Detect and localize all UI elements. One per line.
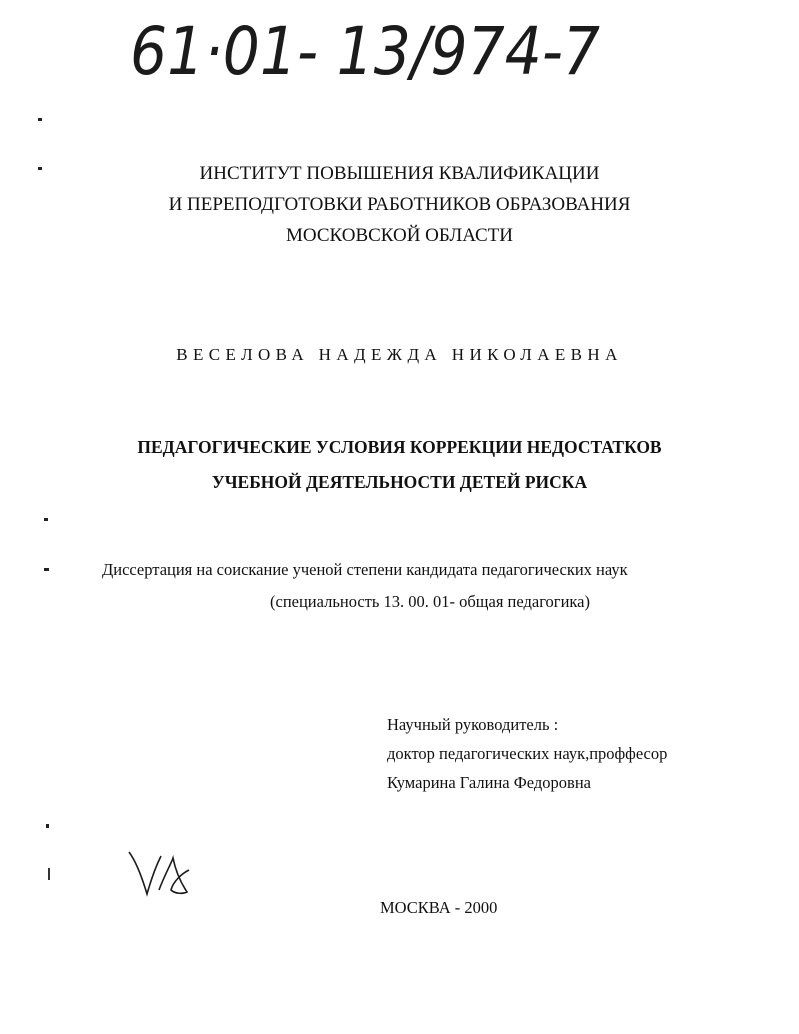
city-year: МОСКВА - 2000 xyxy=(380,898,498,917)
institute-line-1: ИНСТИТУТ ПОВЫШЕНИЯ КВАЛИФИКАЦИИ xyxy=(199,163,600,184)
supervisor-block xyxy=(387,710,667,797)
supervisor-label: Научный руководитель : xyxy=(387,715,559,734)
scan-speck xyxy=(38,118,42,121)
thesis-title xyxy=(0,430,799,500)
handwritten-archive-number xyxy=(130,4,610,114)
supervisor-degree: доктор педагогических наук,проффесор xyxy=(387,744,668,763)
archive-number-text: 61·01- 13/974-7 xyxy=(130,13,600,90)
dissertation-line-1: Диссертация на соискание ученой степени кандидата педагогических наук xyxy=(102,560,628,579)
supervisor-name: Кумарина Галина Федоровна xyxy=(387,773,591,792)
dissertation-line-2: (специальность 13. 00. 01- общая педагогика) xyxy=(270,592,590,611)
scan-speck xyxy=(44,568,49,571)
scan-speck xyxy=(48,868,50,880)
thesis-title-line-1: ПЕДАГОГИЧЕСКИЕ УСЛОВИЯ КОРРЕКЦИИ НЕДОСТАТКОВ xyxy=(137,437,662,457)
author-name: ВЕСЕЛОВА НАДЕЖДА НИКОЛАЕВНА xyxy=(176,345,623,364)
scan-speck xyxy=(46,824,49,828)
thesis-title-line-2: УЧЕБНОЙ ДЕЯТЕЛЬНОСТИ ДЕТЕЙ РИСКА xyxy=(211,472,588,492)
institute-line-3: МОСКОВСКОЙ ОБЛАСТИ xyxy=(286,225,513,246)
institute-header xyxy=(0,158,799,251)
institute-line-2: И ПЕРЕПОДГОТОВКИ РАБОТНИКОВ ОБРАЗОВАНИЯ xyxy=(168,194,631,215)
scan-speck xyxy=(44,518,48,521)
handwritten-initials xyxy=(125,850,195,902)
